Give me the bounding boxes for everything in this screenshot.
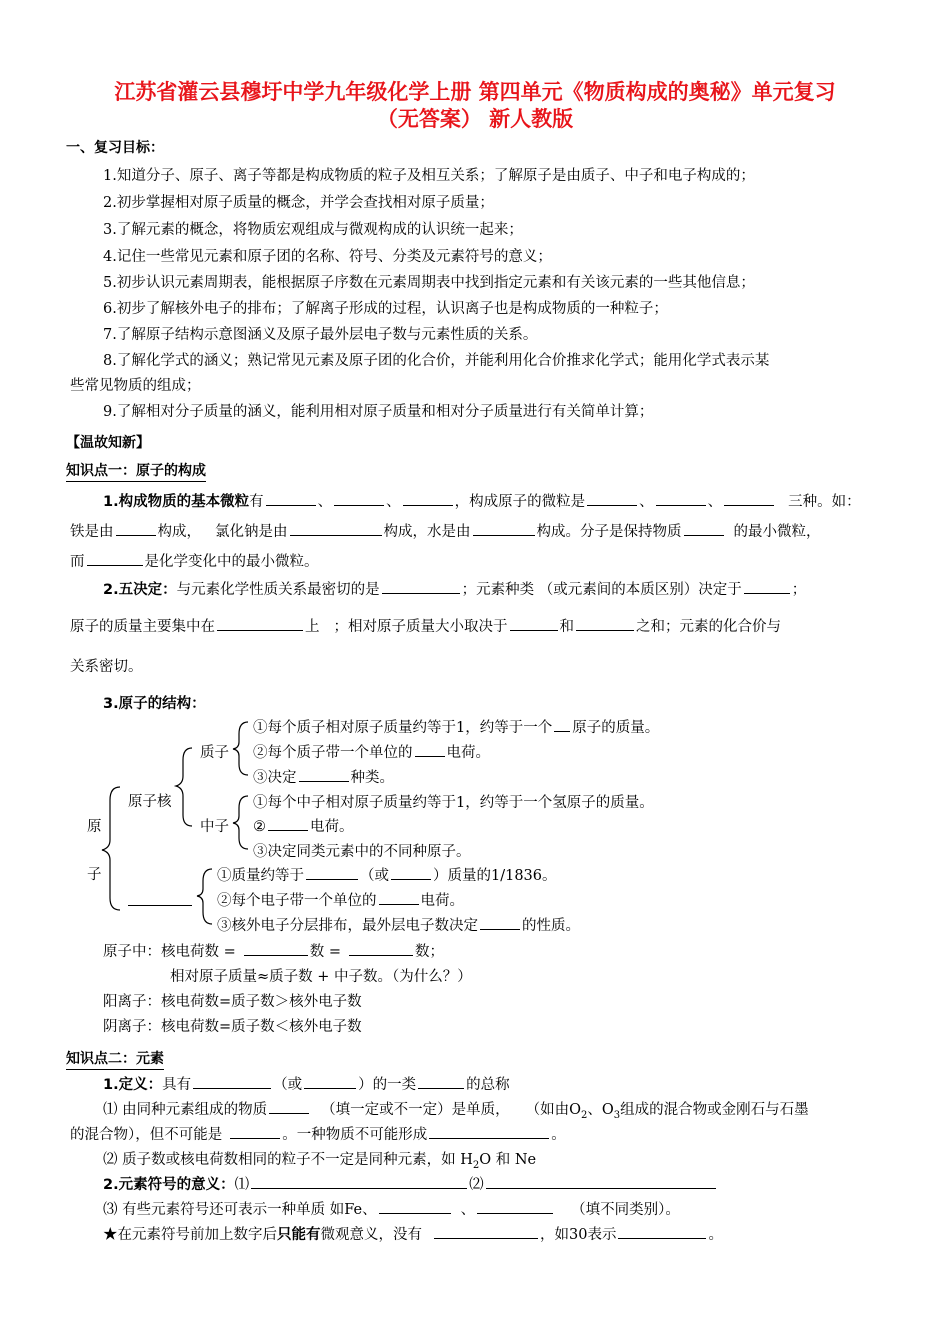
blank bbox=[193, 1074, 271, 1089]
tree-nucleus: 原子核 bbox=[128, 794, 172, 810]
atom-equation: 原子中：核电荷数 = 数 = 数； bbox=[103, 940, 444, 961]
blank bbox=[477, 1199, 553, 1214]
goal-item: 8.了解化学式的涵义；熟记常见元素及原子团的化合价，并能利用化合价推求化学式；能用化学式表示某 bbox=[103, 353, 770, 369]
kp1-p1-line1: 1.构成物质的基本微粒有 、 、 ，构成原子的微粒是 、 、 三种。如： bbox=[103, 490, 861, 511]
kp1-p3-bold: 3.原子的结构： bbox=[103, 696, 206, 712]
tree-electron-1: ①质量约等于 （或 ）质量的1/1836。 bbox=[217, 864, 557, 885]
blank bbox=[268, 816, 308, 831]
blank bbox=[379, 1199, 451, 1214]
tree-electron-2: ②每个电子带一个单位的 电荷。 bbox=[217, 889, 464, 910]
tree-atom-char2: 子 bbox=[87, 867, 102, 883]
kp2-star-note: ★在元素符号前加上数字后只能有微观意义，没有 ，如30表示 。 bbox=[103, 1223, 723, 1244]
tree-proton-1: ①每个质子相对原子质量约等于1，约等于一个 原子的质量。 bbox=[253, 716, 659, 737]
blank bbox=[230, 1124, 280, 1139]
goal-item: 5.初步认识元素周期表，能根据原子序数在元素周期表中找到指定元素和有关该元素的一些其他信息； bbox=[103, 275, 755, 291]
tree-neutron: 中子 bbox=[200, 819, 229, 835]
kp1-p2-line2: 原子的质量主要集中在 上 ；相对原子质量大小取决于 和 之和；元素的化合价与 bbox=[70, 615, 781, 636]
blank bbox=[429, 1124, 549, 1139]
kp1-p2-line1: 2.五决定：与元素化学性质关系最密切的是 ；元素种类 （或元素间的本质区别）决定于 ； bbox=[103, 578, 806, 599]
blank bbox=[418, 1074, 464, 1089]
kp1-p1-line2: 铁是由 构成， 氯化钠是由 构成，水是由 构成。分子是保持物质 的最小微粒， bbox=[70, 520, 821, 541]
kp2-heading: 知识点二：元素 bbox=[66, 1048, 164, 1070]
doc-title-line2: （无答案） 新人教版 bbox=[376, 107, 574, 131]
goal-item: 4.记住一些常见元素和原子团的名称、符号、分类及元素符号的意义； bbox=[103, 249, 552, 265]
tree-electron-3: ③核外电子分层排布，最外层电子数决定 的性质。 bbox=[217, 914, 580, 935]
kp2-s2: ⑵ 质子数或核电荷数相同的粒子不一定是同种元素，如 $H_2O$ 和 Ne bbox=[103, 1152, 537, 1171]
tree-proton: 质子 bbox=[200, 745, 229, 761]
blank bbox=[554, 717, 570, 732]
goals-heading: 一、复习目标： bbox=[66, 140, 164, 156]
kp1-p1-bold: 1.构成物质的基本微粒 bbox=[103, 494, 250, 510]
kp2-meaning: 2.元素符号的意义：⑴ ⑵ bbox=[103, 1173, 718, 1194]
anion-rule: 阴离子：核电荷数=质子数＜核外电子数 bbox=[103, 1019, 362, 1035]
blank bbox=[244, 941, 308, 956]
goal-item: 1.知道分子、原子、离子等都是构成物质的粒子及相互关系；了解原子是由质子、中子和电子构成的； bbox=[103, 168, 755, 184]
blank bbox=[299, 767, 349, 782]
kp2-meaning-3: ⑶ 有些元素符号还可表示一种单质 如Fe、 、 （填不同类别）。 bbox=[103, 1198, 680, 1219]
goal-item: 3.了解元素的概念，将物质宏观组成与微观构成的认识统一起来； bbox=[103, 222, 523, 238]
kp2-s1-line1: ⑴ 由同种元素组成的物质 （填一定或不一定）是单质， （如由$O_2$、$O_3$组成的混合物或金刚石与石墨 bbox=[103, 1098, 809, 1121]
blank bbox=[304, 1074, 356, 1089]
blank bbox=[391, 865, 431, 880]
goal-item: 6.初步了解核外电子的排布；了解离子形成的过程，认识离子也是构成物质的一种粒子； bbox=[103, 301, 668, 317]
goal-item: 2.初步掌握相对原子质量的概念，并学会查找相对原子质量； bbox=[103, 195, 494, 211]
blank bbox=[486, 1174, 716, 1189]
blank bbox=[415, 742, 445, 757]
tree-proton-3: ③决定 种类。 bbox=[253, 766, 394, 787]
doc-title-line1: 江苏省灌云县穆圩中学九年级化学上册 第四单元《物质构成的奥秘》单元复习 bbox=[114, 80, 836, 104]
blank bbox=[480, 915, 520, 930]
goal-item: 9.了解相对分子质量的涵义，能利用相对原子质量和相对分子质量进行有关简单计算； bbox=[103, 404, 654, 420]
review-heading: 【温故知新】 bbox=[66, 435, 150, 451]
blank bbox=[251, 1174, 467, 1189]
blank bbox=[379, 890, 419, 905]
tree-neutron-1: ①每个中子相对原子质量约等于1，约等于一个氢原子的质量。 bbox=[253, 795, 654, 811]
kp1-p1-line3: 而 是化学变化中的最小微粒。 bbox=[70, 550, 319, 571]
relative-mass-note: 相对原子质量≈质子数 + 中子数。（为什么？） bbox=[170, 969, 472, 985]
blank bbox=[618, 1224, 706, 1239]
blank bbox=[434, 1224, 538, 1239]
blank bbox=[349, 941, 413, 956]
kp1-p2-bold: 2.五决定： bbox=[103, 582, 177, 598]
blank bbox=[269, 1099, 309, 1114]
kp1-p2-line3: 关系密切。 bbox=[70, 659, 143, 675]
tree-neutron-2: ② 电荷。 bbox=[253, 815, 354, 836]
tree-neutron-3: ③决定同类元素中的不同种原子。 bbox=[253, 844, 471, 860]
blank bbox=[306, 865, 358, 880]
kp1-heading: 知识点一：原子的构成 bbox=[66, 460, 206, 482]
kp2-s1-line2: 的混合物），但不可能是 。一种物质不可能形成 。 bbox=[70, 1123, 566, 1144]
goal-item: 些常见物质的组成； bbox=[70, 378, 201, 394]
tree-atom-char1: 原 bbox=[87, 819, 102, 835]
tree-proton-2: ②每个质子带一个单位的 电荷。 bbox=[253, 741, 490, 762]
kp2-definition: 1.定义：具有 （或 ）的一类 的总称 bbox=[103, 1073, 510, 1094]
goal-item: 7.了解原子结构示意图涵义及原子最外层电子数与元素性质的关系。 bbox=[103, 327, 538, 343]
cation-rule: 阳离子：核电荷数=质子数＞核外电子数 bbox=[103, 994, 362, 1010]
